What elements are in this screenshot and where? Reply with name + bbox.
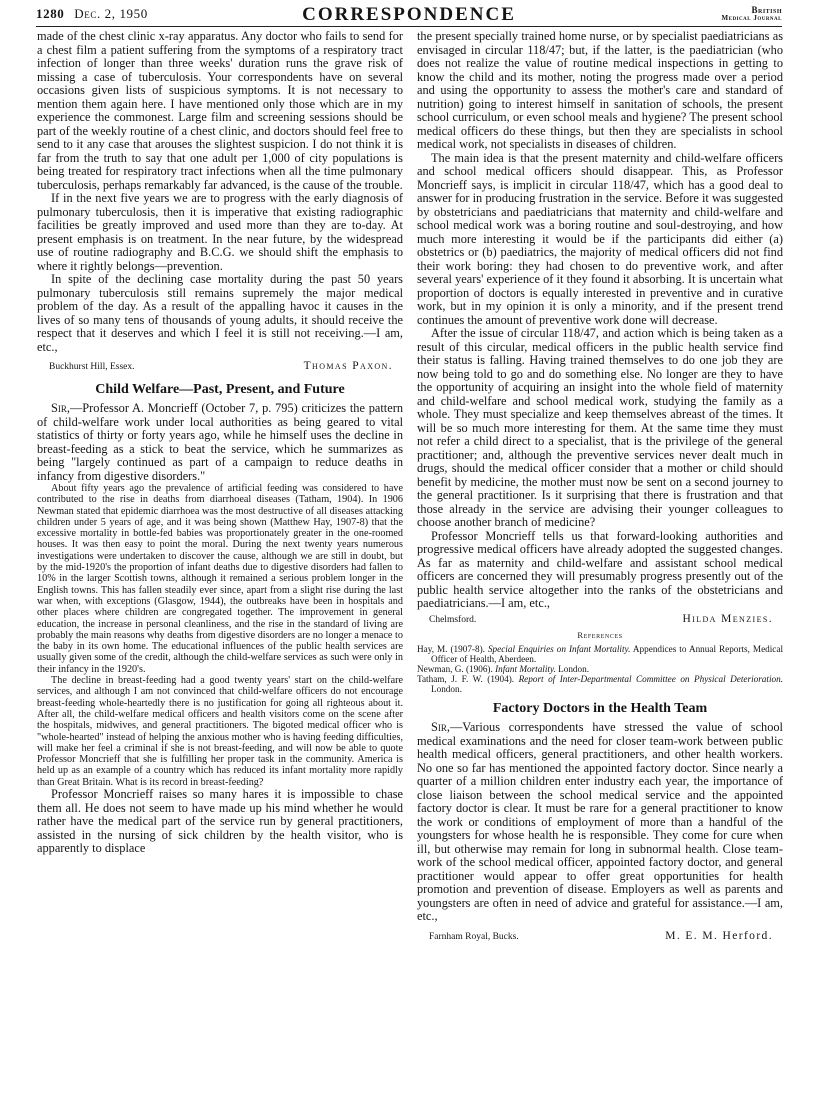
page-header [36, 4, 782, 26]
letter-close: —I am, etc., [488, 596, 550, 610]
journal-name-line1: British [751, 5, 782, 15]
signature-place: Farnham Royal, Bucks. [429, 931, 519, 942]
reference-item [417, 674, 783, 694]
reference-title: Special Enquiries on Infant Mortality. [487, 643, 631, 654]
reference-detail: London. [431, 683, 462, 694]
issue-date: Dec. 2, 1950 [74, 6, 148, 21]
reference-detail: London. [558, 663, 590, 674]
reference-author: Hay, M. (1907-8). [417, 643, 485, 654]
salutation: Sir, [431, 720, 450, 734]
paragraph: In spite of the declining case mortality during the past 50 years pulmonary tuberculosis still remains supremely the major medical problem of the day. As a result of the appalling havoc it causes in the lives of so many tens of thousands of young adults, it should receive the respect that it deserves and which I feel it is still not receiving.—I am, etc., [37, 272, 403, 354]
article-heading: Child Welfare—Past, Present, and Future [95, 381, 345, 397]
paragraph: Professor Moncrieff raises so many hares it is impossible to chase them all. He does not seem to have made up his mind whether he would rather have the medical part of the service run by general practitioners, assisted in the nursing of sick children by the health visitor, who is apparently to displace [37, 787, 403, 856]
references-heading: References [577, 630, 623, 640]
header-rule [36, 26, 782, 27]
salutation: Sir, [51, 401, 70, 415]
journal-name [722, 6, 782, 22]
reference-title: Infant Mortality. [495, 663, 556, 674]
signature-place: Chelmsford. [429, 614, 477, 625]
letter-opening [37, 402, 403, 483]
reference-title: Report of Inter-Departmental Committee on Physical Deterioration. [518, 673, 783, 684]
letter-opening [417, 721, 783, 924]
reference-author: Newman, G. (1906). [417, 663, 493, 674]
signature-author: Thomas Paxon. [303, 360, 393, 372]
paragraph: The main idea is that the present maternity and child-welfare officers and school medical officers should disappear. This, as Professor Moncrieff says, is implicit in circular 118/47, which has a good deal to answer for in producing frustration in the service. Before it was suggested by obstetricians and paediatricians that maternity and child-welfare and school medical work was a boring routine and soul-destroying, and how much more interesting it would be if the participants did either (a) obstetrics or (b) paediatrics, the majority of medical officers did not find their work boring: they had chosen to do preventive work, and after several years' experience of it they found it absorbing. It is uncertain what proportion of doctors is equally interested in preventive and in curative work, but in my opinion it is only a minority, and if the present trend continues the amount of preventive work done will decrease. [417, 150, 783, 327]
paragraph-text: Professor Moncrieff tells us that forward-looking authorities and progressive medical officers have already adopted the suggested changes. As far as maternity and child-welfare and assistant school medical officers are concerned they will presumably progress presently out of the public health service altogether into the ranks of the obstetricians and paediatricians. [417, 528, 783, 610]
right-column [417, 30, 783, 944]
signature-author: Hilda Menzies. [682, 612, 773, 625]
page-number: 1280 [36, 6, 65, 21]
reference-item [417, 644, 783, 664]
paragraph: If in the next five years we are to progress with the early diagnosis of pulmonary tuberculosis, then it is imperative that existing radiographic facilities be greatly improved and used more than they are to-day. At present emphasis is on treatment. In the near future, by the widespread use of routine radiography and B.C.G. we should shift the emphasis to where it rightly belongs—prevention. [37, 191, 403, 273]
letter-opening-text: —Various correspondents have stressed the value of school medical examinations and the need for closer team-work between public health medical officers, general practitioners, and other health workers. No one so far has mentioned the appointed factory doctor. Since nearly a quarter of a million children enter industry each year, the importance of close liaison between the school medical service and the appointed factory doctor is clear. It must be rare for a general practitioner to know the work or conditions of employment of more than a handful of the youngsters for whose health he is responsible. They come for cure when ill, but otherwise may remain for long in subnormal health. Close team-work of the school medical officer, appointed factory doctor, and general practitioner would appear to offer great opportunities for health promotion and prevention of disease. Employers as well as parents and youngsters are often in need of advice and grateful for assistance.—I am, etc., [417, 720, 783, 923]
reference-author: Tatham, J. F. W. (1904). [417, 673, 515, 684]
signature-place: Buckhurst Hill, Essex. [49, 362, 135, 372]
signature-block [37, 360, 403, 375]
signature-block [417, 613, 783, 628]
paragraph: About fifty years ago the prevalence of artificial feeding was considered to have contributed to the rise in deaths from diarrhoeal diseases (Tatham, 1904). In 1906 Newman stated that epidemic diarrhoea was the most destructive of all diseases attacking children under 5 years of age, and it was being shown (Matthew Hay, 1907-8) that the excessive mortality in bottle-fed babies was proportionately greater in the one-roomed houses. It was then easy to point the moral. During the next twenty years numerous investigations were undertaken to discover the cause, although we are still in doubt, but by the mid-1920's the proportion of infant deaths due to digestive disorders had fallen to 10% in the larger Scottish towns, although it remained a serious problem longer in the English towns. This has fallen steadily ever since, apart from a slight rise during the last war when, with exceptions (Glasgow, 1944), the outbreaks have been in hospitals and other places where children are congregated together. The improvement in general education, the increase in personal cleanliness, and the rise in the standard of living are probably the main reasons why deaths from digestive disorders are no longer a menace to the baby in its own home. The educational influences of the public health services are usually given some of the credit, although the child-welfare services as such were only in their infancy in the 1920's. [37, 483, 403, 675]
signature-block [417, 930, 783, 945]
paragraph: the present specially trained home nurse, or by specialist paediatricians as envisaged in circular 118/47; but, if the latter, is the paediatrician (who does not realize the value of routine medical inspections in getting to know the child and its mother, noting the progress made over a period and using the opportunity to assess the mother's care and standard of nutrition) going to interest himself in sanitation of schools, the present school curriculum, or even school meals and hygiene? The present school medical officers do these things, but then they are specialists in school medical work, not specialists in diseases of children. [417, 29, 783, 151]
article-heading: Factory Doctors in the Health Team [492, 700, 708, 716]
section-title: CORRESPONDENCE [302, 4, 516, 25]
paragraph: After the issue of circular 118/47, and action which is being taken as a result of this circular, medical officers in the public health service find their status is falling. Having trained themselves to do one job they are now being told to go and do something else. No longer are they to have the opportunity of acquiring an insight into the whole field of maternity and child-welfare and school medical work, studying the family as a whole. They must specialize and keep themselves abreast of the times. It will be so much more interesting for them. At the same time they must not refer a child direct to a specialist, that is the privilege of the general practitioner; and, although the preventive services never dealt much in drugs, should the medical officer consider that a mother or child should benefit by medicine, the mother must now be sent on a second journey to the general practitioner. Is it surprising that there is frustration and that those already in the service are advising their younger colleagues to choose another branch of medicine? [417, 326, 783, 529]
left-column [37, 30, 403, 856]
paragraph: made of the chest clinic x-ray apparatus. Any doctor who fails to send for a chest film a patient suffering from the symptoms of a respiratory tract infection of longer than three weeks' duration runs the grave risk of missing a case of tuberculosis. Your correspondents have on several occasions given lists of suspicious symptoms. It is not necessary to mention them again here. I have mentioned only those which are in my experience the commonest. Large film and screening sessions should be part of the weekly routine of a chest clinic, and doctors should feel free to send to it any case that arouses the slightest suspicion. I do not think it is far from the truth to say that one adult per 1,000 of city populations is being treated for respiratory tract infections when all the time pulmonary tuberculosis, perhaps remarkably far advanced, is the cause of the trouble. [37, 29, 403, 192]
paragraph: The decline in breast-feeding had a good twenty years' start on the child-welfare services, and although I am not convinced that child-welfare officers do not encourage breast-feeding whole-heartedly there is no justification for going all righteous about it. After all, the child-welfare medical officers and health visitors come on the scene after the hospitals, midwives, and general practitioners. The bigoted medical officer who is "whole-hearted" instead of helping the anxious mother who is having feeding difficulties, will make her feel a criminal if she is not breast-feeding, and will now be able to quote Professor Moncrieff that she is fulfilling her proper task in the community. America is held up as an example of a country which has reduced its infant mortality more rapidly than Great Britain. What is its record in breast-feeding? [37, 675, 403, 788]
letter-opening-text: —Professor A. Moncrieff (October 7, p. 795) criticizes the pattern of child-welfare work under local authorities as being geared to vital statistics of thirty or forty years ago, while he himself uses the decline in breast-feeding as a stick to beat the service, which he summarizes as being "largely continued as part of a campaign to reduce deaths in infancy from digestive disorders." [37, 401, 403, 483]
reference-detail: Appendices to Annual Reports, Medical Officer of Health, Aberdeen. [431, 643, 783, 664]
signature-author: M. E. M. Herford. [665, 929, 773, 942]
reference-item [417, 664, 783, 674]
journal-name-line2: Medical Journal [721, 14, 782, 22]
paragraph [417, 530, 783, 611]
